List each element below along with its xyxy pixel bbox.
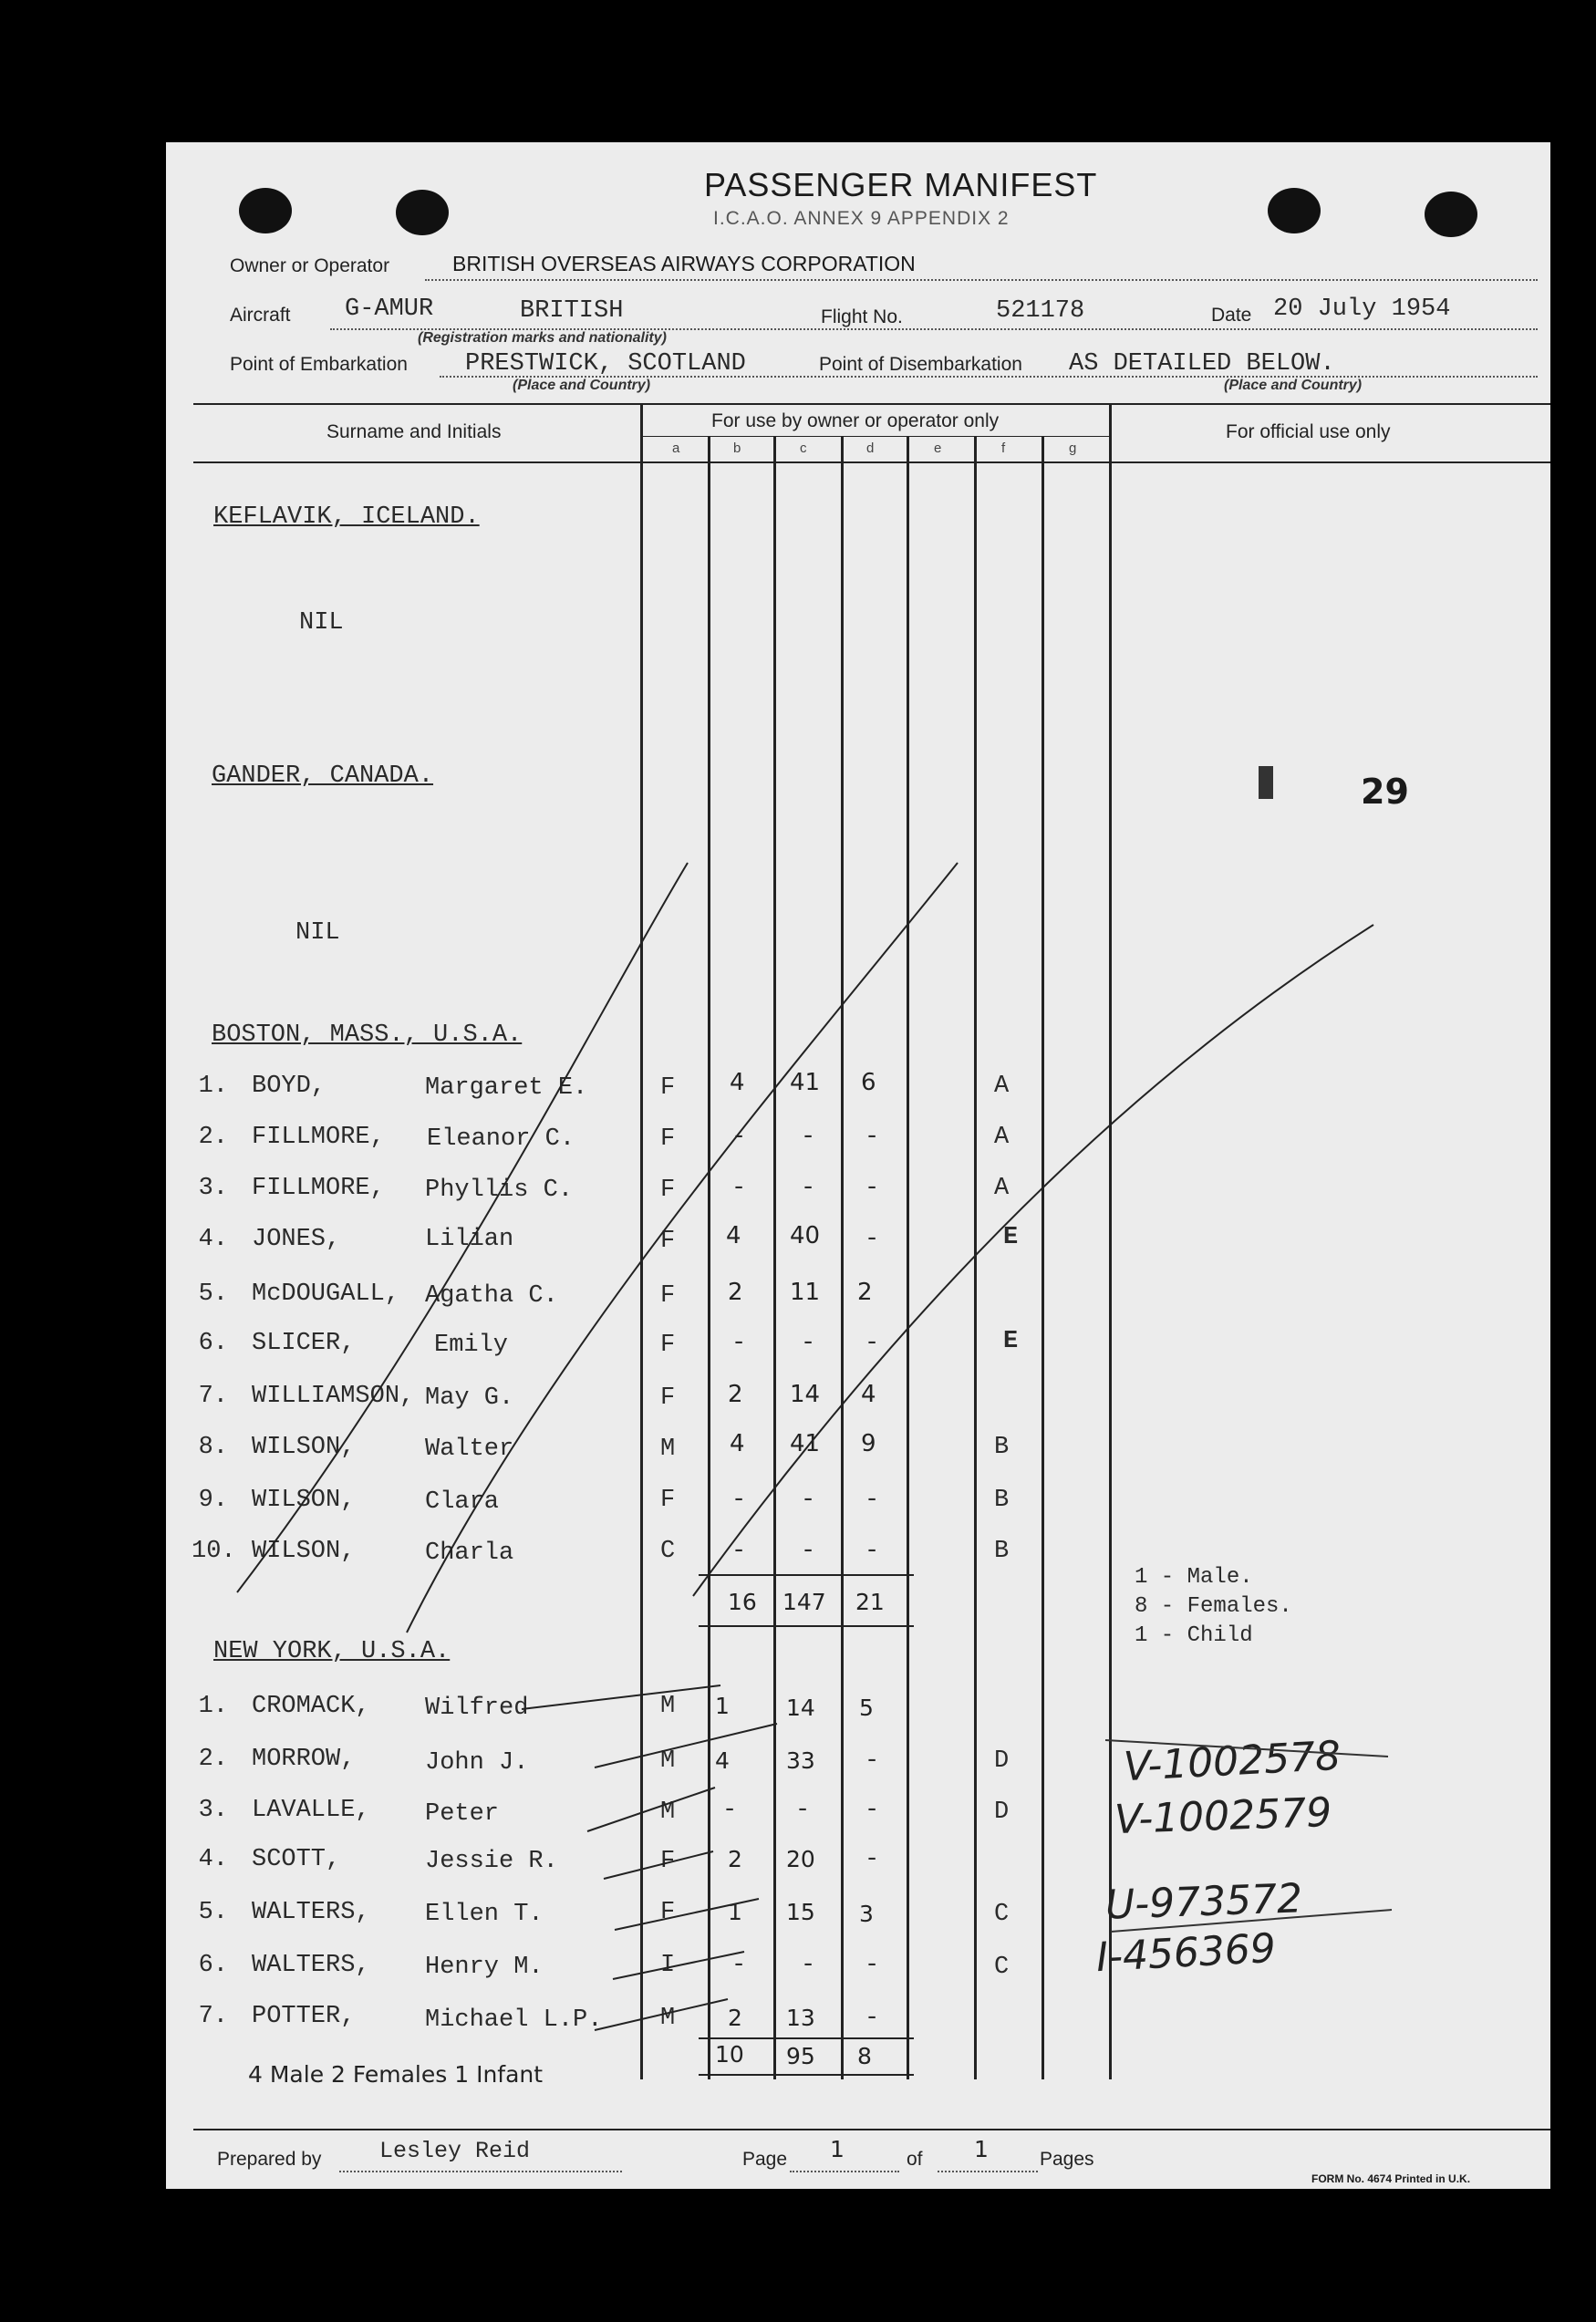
section-heading-gander: GANDER, CANADA. — [212, 762, 434, 790]
passenger-given-name: Michael L.P. — [425, 2006, 603, 2034]
official-header: For official use only — [1226, 421, 1391, 442]
cell-a: M — [660, 1799, 676, 1826]
cell-f: C — [994, 1901, 1010, 1928]
cell-f: E — [1003, 1224, 1019, 1251]
page-title: PASSENGER MANIFEST — [704, 166, 1098, 203]
cell-d: - — [865, 1846, 880, 1873]
passenger-surname: JONES, — [252, 1226, 341, 1253]
cell-b: - — [731, 1538, 747, 1565]
passenger-surname: POTTER, — [252, 2003, 356, 2030]
disembarkation-value: AS DETAILED BELOW. — [1069, 350, 1335, 378]
cell-b: 2 — [728, 1846, 742, 1872]
passenger-given-name: John J. — [425, 1749, 529, 1777]
cell-f: B — [994, 1487, 1010, 1514]
passenger-surname: FILLMORE, — [252, 1124, 385, 1151]
owner-label: Owner or Operator — [230, 255, 390, 276]
strike-stroke — [693, 925, 1373, 1596]
aircraft-note: (Registration marks and nationality) — [418, 330, 667, 346]
passenger-given-name: May G. — [425, 1384, 514, 1412]
passenger-surname: WALTERS, — [252, 1899, 370, 1926]
cell-d: - — [865, 1747, 880, 1775]
page-value: 1 — [830, 2136, 845, 2162]
passenger-surname: WILSON, — [252, 1538, 356, 1565]
strike-stroke — [1105, 1740, 1388, 1757]
cell-d: 6 — [861, 1069, 876, 1096]
cell-d: - — [865, 1226, 880, 1253]
of-label: of — [907, 2149, 923, 2170]
row-number: 1. — [198, 1693, 228, 1720]
passenger-given-name: Jessie R. — [425, 1848, 558, 1875]
row-number: 3. — [198, 1175, 228, 1202]
cell-c: - — [801, 1330, 816, 1357]
cell-f: D — [994, 1747, 1010, 1775]
embark-note: (Place and Country) — [513, 378, 651, 393]
cell-a: F — [660, 1332, 676, 1359]
page-stamp-number: 29 — [1361, 772, 1409, 812]
embarkation-label: Point of Embarkation — [230, 354, 408, 375]
passenger-surname: LAVALLE, — [252, 1797, 370, 1824]
passenger-given-name: Emily — [434, 1332, 509, 1359]
col-header-c: c — [800, 441, 807, 456]
passenger-given-name: Ellen T. — [425, 1901, 544, 1928]
owner-value: BRITISH OVERSEAS AIRWAYS CORPORATION — [452, 252, 916, 275]
passenger-given-name: Lilian — [425, 1226, 514, 1253]
cell-b: 2 — [728, 2005, 742, 2031]
boston-summary-females: 8 - Females. — [1135, 1594, 1292, 1619]
cell-d: 2 — [857, 1279, 873, 1306]
cell-b: 4 — [730, 1430, 745, 1457]
section-heading-newyork: NEW YORK, U.S.A. — [213, 1638, 451, 1665]
cell-b: - — [731, 1330, 747, 1357]
cell-a: F — [660, 1487, 676, 1514]
strike-stroke — [604, 1851, 713, 1879]
newyork-total-d: 8 — [857, 2043, 872, 2069]
boston-summary-child: 1 - Child — [1135, 1623, 1253, 1648]
passenger-surname: WILSON, — [252, 1487, 356, 1514]
cell-f: D — [994, 1799, 1010, 1826]
embarkation-value: PRESTWICK, SCOTLAND — [465, 350, 746, 378]
nil-gander: NIL — [295, 919, 340, 947]
date-label: Date — [1211, 305, 1252, 326]
cell-b: 4 — [726, 1222, 741, 1249]
pages-label: Pages — [1040, 2149, 1094, 2170]
cell-d: - — [865, 1175, 880, 1202]
cell-a: F — [660, 1125, 676, 1153]
form-number: FORM No. 4674 Printed in U.K. — [1311, 2172, 1471, 2185]
col-header-g: g — [1069, 441, 1077, 456]
surname-header: Surname and Initials — [326, 421, 502, 442]
boston-total-c: 147 — [782, 1589, 826, 1615]
cell-b: 2 — [728, 1279, 743, 1306]
cell-f: A — [994, 1124, 1010, 1151]
cell-a: F — [660, 1177, 676, 1204]
passenger-surname: BOYD, — [252, 1073, 326, 1100]
row-number: 7. — [198, 1383, 228, 1410]
cell-b: - — [731, 1952, 747, 1979]
cell-b: 1 — [715, 1693, 730, 1719]
cell-a: F — [660, 1848, 676, 1875]
cell-a: I — [660, 1952, 676, 1979]
row-number: 2. — [198, 1746, 228, 1773]
passenger-given-name: Walter — [425, 1436, 514, 1463]
row-number: 4. — [198, 1846, 228, 1873]
col-header-f: f — [1001, 441, 1006, 456]
of-value: 1 — [974, 2136, 989, 2162]
aircraft-label: Aircraft — [230, 305, 291, 326]
col-header-b: b — [733, 441, 741, 456]
passenger-given-name: Henry M. — [425, 1954, 544, 1981]
cell-a: M — [660, 2005, 676, 2032]
cell-b: - — [731, 1175, 747, 1202]
row-number: 9. — [198, 1487, 228, 1514]
cell-f: C — [994, 1954, 1010, 1981]
passenger-surname: FILLMORE, — [252, 1175, 385, 1202]
handwritten-ticket-1: V-1002578 — [1122, 1732, 1342, 1791]
cell-a: F — [660, 1228, 676, 1255]
strike-stroke — [522, 1685, 720, 1709]
cell-c: - — [801, 1538, 816, 1565]
cell-d: 5 — [859, 1695, 874, 1721]
operator-header: For use by owner or operator only — [711, 410, 1000, 431]
cell-c: - — [801, 1952, 816, 1979]
passenger-surname: McDOUGALL, — [252, 1280, 400, 1308]
nil-keflavik: NIL — [299, 609, 344, 637]
flight-label: Flight No. — [821, 306, 903, 327]
row-number: 5. — [198, 1280, 228, 1308]
cell-c: - — [801, 1175, 816, 1202]
boston-total-d: 21 — [855, 1589, 885, 1615]
cell-a: C — [660, 1538, 676, 1565]
passenger-surname: WILLIAMSON, — [252, 1383, 415, 1410]
passenger-surname: SCOTT, — [252, 1846, 341, 1873]
cell-c: 41 — [790, 1069, 821, 1096]
cell-b: - — [722, 1797, 738, 1824]
strike-stroke — [237, 863, 688, 1592]
strike-stroke — [595, 1724, 777, 1767]
page-subtitle: I.C.A.O. ANNEX 9 APPENDIX 2 — [713, 208, 1010, 229]
row-number: 8. — [198, 1434, 228, 1461]
cell-c: 13 — [786, 2005, 815, 2031]
passenger-given-name: Agatha C. — [425, 1282, 558, 1310]
disembark-note: (Place and Country) — [1224, 378, 1363, 393]
handwritten-ticket-4: I-456369 — [1094, 1924, 1278, 1982]
prepared-by-value: Lesley Reid — [379, 2138, 531, 2164]
flight-number: 521178 — [996, 297, 1085, 325]
row-number: 1. — [198, 1073, 228, 1100]
cell-c: 41 — [790, 1430, 821, 1457]
cell-a: M — [660, 1747, 676, 1775]
passenger-surname: CROMACK, — [252, 1693, 370, 1720]
prepared-by-label: Prepared by — [217, 2149, 322, 2170]
col-header-e: e — [934, 441, 942, 456]
strike-stroke — [1111, 1910, 1392, 1932]
cell-c: 40 — [790, 1222, 821, 1249]
col-header-a: a — [672, 441, 680, 456]
col-header-d: d — [866, 441, 875, 456]
cell-c: - — [801, 1487, 816, 1514]
passenger-given-name: Peter — [425, 1800, 500, 1828]
cell-d: - — [865, 1538, 880, 1565]
pen-strike-overlay — [166, 142, 1550, 2189]
cell-b: 1 — [728, 1899, 742, 1925]
cell-b: - — [731, 1487, 747, 1514]
newyork-total-c: 95 — [786, 2043, 815, 2069]
row-number: 3. — [198, 1797, 228, 1824]
passenger-surname: SLICER, — [252, 1330, 356, 1357]
cell-f: B — [994, 1538, 1010, 1565]
cell-d: - — [865, 1952, 880, 1979]
cell-a: F — [660, 1282, 676, 1310]
cell-d: - — [865, 2005, 880, 2032]
row-number: 7. — [198, 2003, 228, 2030]
row-number: 6. — [198, 1330, 228, 1357]
cell-c: 15 — [786, 1899, 815, 1925]
cell-c: 33 — [786, 1747, 815, 1774]
manifest-sheet — [166, 142, 1550, 2189]
cell-c: - — [801, 1124, 816, 1151]
passenger-given-name: Wilfred — [425, 1695, 529, 1722]
cell-a: M — [660, 1436, 676, 1463]
cell-d: 9 — [861, 1430, 876, 1457]
passenger-surname: WILSON, — [252, 1434, 356, 1461]
handwritten-ticket-3: U-973572 — [1104, 1875, 1303, 1929]
strike-stroke — [587, 1788, 715, 1831]
passenger-given-name: Margaret E. — [425, 1074, 588, 1102]
passenger-given-name: Clara — [425, 1488, 500, 1516]
cell-f: A — [994, 1175, 1010, 1202]
row-number: 6. — [198, 1952, 228, 1979]
strike-stroke — [615, 1899, 759, 1930]
date-value: 20 July 1954 — [1273, 295, 1451, 323]
cell-d: - — [865, 1124, 880, 1151]
cell-d: - — [865, 1330, 880, 1357]
boston-summary-male: 1 - Male. — [1135, 1565, 1253, 1590]
cell-b: 4 — [730, 1069, 745, 1096]
cell-c: 20 — [786, 1846, 815, 1872]
row-number: 10. — [192, 1538, 236, 1565]
strike-stroke — [407, 863, 958, 1633]
cell-a: M — [660, 1693, 676, 1720]
newyork-total-b: 10 — [715, 2041, 744, 2068]
handwritten-ticket-2: V-1002579 — [1114, 1788, 1332, 1844]
cell-d: 3 — [859, 1901, 874, 1927]
newyork-summary: 4 Male 2 Females 1 Infant — [248, 2061, 544, 2088]
cell-b: 4 — [715, 1747, 730, 1774]
section-heading-keflavik: KEFLAVIK, ICELAND. — [213, 503, 480, 531]
cell-b: 2 — [728, 1381, 743, 1408]
cell-f: A — [994, 1073, 1010, 1100]
section-heading-boston: BOSTON, MASS., U.S.A. — [212, 1021, 523, 1049]
passenger-given-name: Charla — [425, 1539, 514, 1567]
cell-f: B — [994, 1434, 1010, 1461]
aircraft-registration: G-AMUR — [345, 295, 434, 323]
cell-d: - — [865, 1487, 880, 1514]
passenger-given-name: Eleanor C. — [427, 1125, 575, 1153]
strike-stroke — [613, 1952, 747, 1979]
cell-c: - — [795, 1797, 811, 1824]
cell-d: 4 — [861, 1381, 876, 1408]
cell-b: - — [731, 1124, 747, 1151]
aircraft-nationality: BRITISH — [520, 297, 624, 325]
row-number: 5. — [198, 1899, 228, 1926]
cell-a: F — [660, 1384, 676, 1412]
cell-c: 14 — [786, 1695, 815, 1721]
strike-stroke — [595, 1999, 728, 2030]
cell-a: F — [660, 1899, 676, 1926]
boston-total-b: 16 — [728, 1589, 757, 1615]
passenger-given-name: Phyllis C. — [425, 1177, 574, 1204]
cell-c: 11 — [790, 1279, 821, 1306]
cell-f: E — [1003, 1328, 1019, 1355]
cell-d: - — [865, 1797, 880, 1824]
passenger-surname: WALTERS, — [252, 1952, 370, 1979]
cell-a: F — [660, 1074, 676, 1102]
disembarkation-label: Point of Disembarkation — [819, 354, 1022, 375]
row-number: 4. — [198, 1226, 228, 1253]
page-label: Page — [742, 2149, 788, 2170]
cell-c: 14 — [790, 1381, 821, 1408]
passenger-surname: MORROW, — [252, 1746, 356, 1773]
row-number: 2. — [198, 1124, 228, 1151]
